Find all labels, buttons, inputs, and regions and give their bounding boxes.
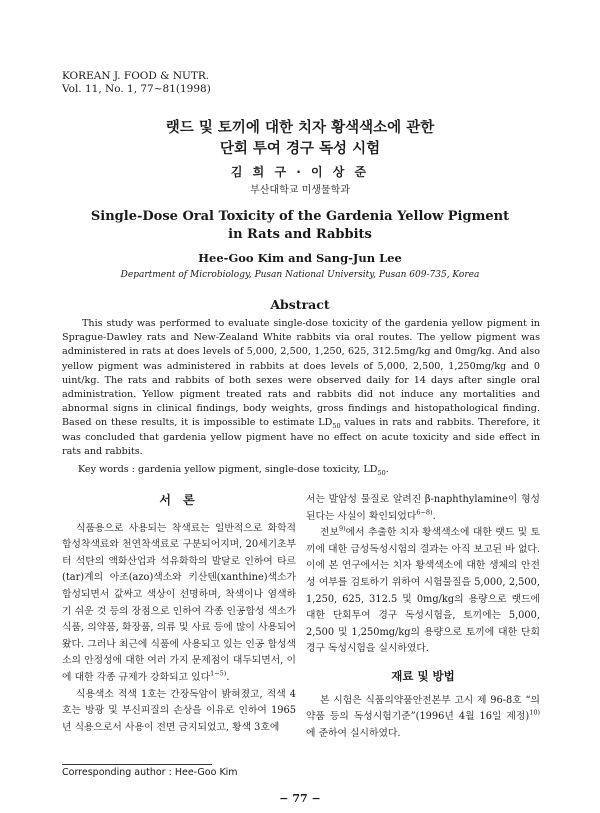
keywords-label: Key words :: [78, 464, 139, 475]
korean-affiliation: 부산대학교 미생물학과: [250, 185, 350, 196]
methods-heading: 재료 및 방법: [391, 668, 455, 683]
intro-p4-start: 전보: [320, 527, 339, 539]
intro-paragraph-4: [306, 525, 540, 658]
footnote-divider: [62, 764, 212, 765]
methods-p1-text: 본 시험은 식품의약품안전본부 고시 제 96-8호 “의약품 등의 독성시험기준”(1996년 4월 16일 제정): [306, 694, 540, 723]
journal-name: KOREAN J. FOOD & NUTR.: [62, 70, 210, 82]
intro-paragraph-1: [62, 521, 296, 687]
korean-title: [0, 118, 600, 160]
intro-p3-ref: 6~8): [416, 508, 433, 517]
abstract-body: [62, 317, 540, 459]
left-column: [62, 492, 296, 736]
abstract-text-b: values in rats and rabbits. Therefore, it was concluded that gardenia yellow pigment have no effect on acute toxicity and side effect in rats and rabbits.: [62, 417, 540, 457]
intro-paragraph-2: 식용색소 적색 1호는 간장독암이 밝혀졌고, 적색 4호는 방광 및 부신피질의 손상을 이유로 인하여 1965년 식용으로서 사용이 전면 금지되었고, 황색 3호에: [62, 688, 296, 733]
korean-title-line1: 랫드 및 토끼에 대한 치자 황색색소에 관한: [165, 120, 435, 136]
intro-p1-ref: 1~5): [210, 669, 227, 678]
intro-p1-end: .: [226, 671, 230, 683]
keywords-subscript: 50: [377, 468, 386, 477]
journal-citation: [62, 70, 211, 96]
abstract-paragraph: [62, 317, 540, 459]
methods-paragraph-1: [306, 693, 540, 743]
intro-p3-end: .: [432, 510, 436, 522]
keywords-line: [78, 464, 538, 475]
abstract-heading: Abstract: [270, 297, 330, 312]
english-affiliation: Department of Microbiology, Pusan National University, Pusan 609-735, Korea: [120, 270, 480, 280]
intro-p4-ref: 9): [338, 524, 346, 533]
right-column: [306, 492, 540, 742]
keywords-end: .: [385, 464, 389, 475]
corresponding-author-footnote: Corresponding author : Hee-Goo Kim: [62, 767, 238, 778]
korean-title-line2: 단회 투여 경구 독성 시험: [219, 141, 381, 157]
page-number: − 77 −: [279, 792, 321, 805]
english-title-line2: in Rats and Rabbits: [228, 227, 372, 242]
abstract-text-a: This study was performed to evaluate single-dose toxicity of the gardenia yellow pigment in Sprague-Dawley rats and New-Zealand White rabbits via oral routes. The yellow pigment was administered in rats at does levels of 5,000, 2,500, 1,250, 625, 312.5mg/kg and 0mg/kg. And also yellow pigment was administered in rabbits at does levels of 5,000, 2,500, 1,250mg/kg and 0 uint/kg. The rats and rabbits of both sexes were observed daily for 14 days after single oral administration. Yellow pigment treated rats and rabbits did not induce any mortalities and abnormal signs in clinical findings, body weights, gross findings and histopathological finding. Based on these results, it is impossible to estimate LD: [62, 318, 540, 429]
english-title: [0, 208, 600, 244]
methods-p1-end: 에 준하여 실시하였다.: [306, 727, 401, 739]
intro-paragraph-3: [306, 492, 540, 525]
journal-volume: Vol. 11, No. 1, 77~81(1998): [62, 83, 211, 95]
intro-p1-text: 식품용으로 사용되는 착색료는 일반적으로 화학적 합성착색료와 천연착색료로 구분되어지며, 20세기초부터 석탄의 액화산업과 석유화학의 발달로 인하여 타르(tar)계의 아조(azo)색소와 키산텐(xanthine)색소가 합성되면서 값싸고 색상이 선명하며, 착색이나 염색하기 쉬운 것 등의 장점으로 인하여 각종 인공합성 색소가 식품, 의약품, 화장품, 의류 및 사료 등에 많이 사용되어 왔다. 그러나 최근에 식품에 사용되고 있는 인공 합성색소의 안정성에 대한 여러 가지 문제점이 대두되면서, 이에 대한 각종 규제가 강화되고 있다: [62, 522, 296, 683]
english-authors: Hee-Goo Kim and Sang-Jun Lee: [198, 251, 402, 265]
intro-p3-text: 서는 발암성 물질로 알려진 β-naphthylamine이 형성된다는 사실이 확인되었다: [306, 494, 540, 522]
korean-authors: 김 희 구 · 이 상 준: [230, 165, 370, 179]
intro-p4-text: 에서 추출한 치자 황색색소에 대한 랫드 및 토끼에 대한 급성독성시험의 결과는 아직 보고된 바 없다. 이에 본 연구에서는 치자 황색색소에 대한 생체의 안전성 여부를 검토하기 위하여 시험물질을 5,000, 2,500, 1,250, 625, 312.5 및 0mg/kg의 용량으로 랫드에 대한 단회투여 경구 독성시험을, 토끼에는 5,000, 2,500 및 1,250mg/kg의 용량으로 토끼에 대한 단회 경구 독성시험을 실시하였다.: [306, 527, 540, 655]
methods-p1-ref: 10): [529, 708, 540, 717]
ld-subscript: 50: [332, 422, 341, 431]
english-title-line1: Single-Dose Oral Toxicity of the Gardenia Yellow Pigment: [90, 209, 510, 224]
intro-heading: 서 론: [159, 493, 199, 507]
keywords-text: gardenia yellow pigment, single-dose toxicity, LD: [138, 464, 378, 475]
